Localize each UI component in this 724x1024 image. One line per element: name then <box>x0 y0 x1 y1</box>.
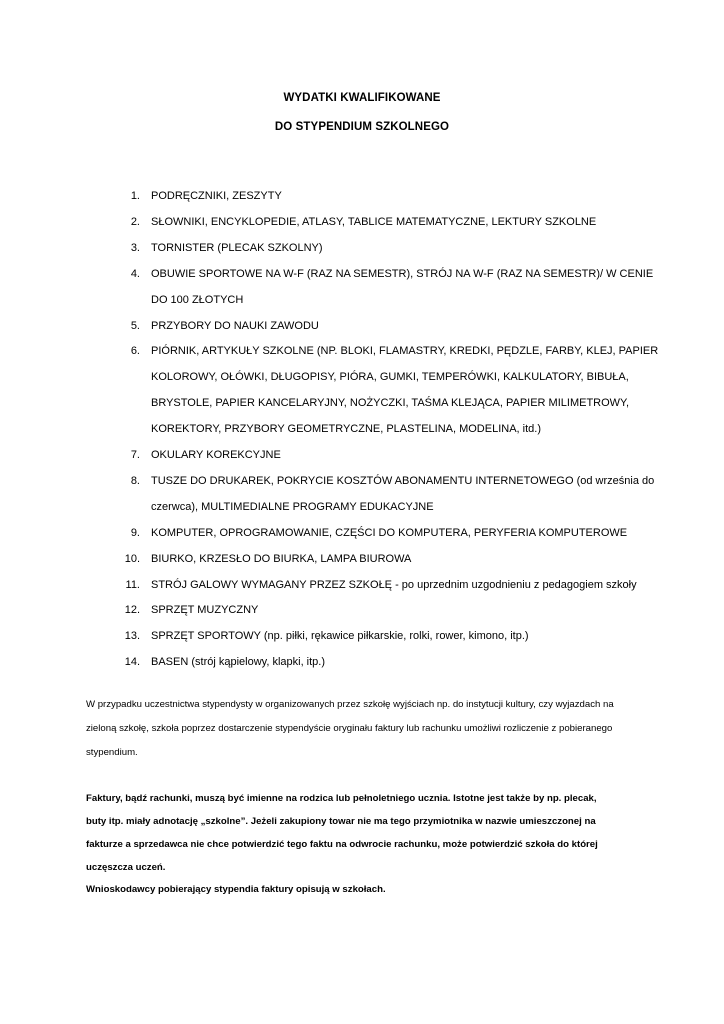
paragraph-line: fakturze a sprzedawca nie chce potwierdzić tego faktu na odwrocie rachunku, może potwierdzić szkoła do której <box>86 839 598 850</box>
list-item <box>0 623 724 649</box>
list-item-number: 5. <box>130 319 140 332</box>
list-item-text: BIURKO, KRZESŁO DO BIURKA, LAMPA BIUROWA <box>151 552 412 565</box>
list-item <box>0 209 724 235</box>
list-item-number: 8. <box>130 474 140 487</box>
list-item <box>0 261 724 287</box>
list-item-number: 7. <box>130 449 140 461</box>
paragraph-line: uczęszcza uczeń. <box>86 862 166 873</box>
list-item <box>0 442 724 468</box>
list-item-number: 14. <box>124 656 140 669</box>
list-item-text: SPRZĘT SPORTOWY (np. piłki, rękawice piłkarskie, rolki, rower, kimono, itp.) <box>151 630 529 643</box>
list-item-continuation <box>0 364 724 390</box>
list-item <box>0 649 724 675</box>
list-item-text: SPRZĘT MUZYCZNY <box>151 604 259 617</box>
list-item-number: 2. <box>130 215 140 228</box>
list-item-number: 12. <box>124 604 140 617</box>
list-item-text: SŁOWNIKI, ENCYKLOPEDIE, ATLASY, TABLICE MATEMATYCZNE, LEKTURY SZKOLNE <box>151 215 597 228</box>
list-item <box>0 183 724 209</box>
paragraph-line: zieloną szkołę, szkoła poprzez dostarczenie stypendyście oryginału faktury lub rachunku umożliwi rozliczenie z pobieranego <box>86 723 613 734</box>
list-item-continuation <box>0 287 724 313</box>
list-item-number: 9. <box>130 526 140 539</box>
list-item-text: BASEN (strój kąpielowy, klapki, itp.) <box>151 656 326 669</box>
list-item-text: PIÓRNIK, ARTYKUŁY SZKOLNE (NP. BLOKI, FLAMASTRY, KREDKI, PĘDZLE, FARBY, KLEJ, PAPIER <box>151 345 659 358</box>
list-item-text: TUSZE DO DRUKAREK, POKRYCIE KOSZTÓW ABONAMENTU INTERNETOWEGO (od września do <box>151 474 655 487</box>
list-item-text: OKULARY KOREKCYJNE <box>151 449 281 461</box>
list-item-continuation <box>0 390 724 416</box>
list-item-number: 4. <box>130 267 140 280</box>
paragraph-line: W przypadku uczestnictwa stypendysty w organizowanych przez szkołę wyjściach np. do instytucji kultury, czy wyjazdach na <box>86 699 614 710</box>
list-item-text: KOLOROWY, OŁÓWKI, DŁUGOPISY, PIÓRA, GUMKI, TEMPERÓWKI, KALKULATORY, BIBUŁA, <box>151 371 629 384</box>
list-item-continuation <box>0 416 724 442</box>
list-item-text: PRZYBORY DO NAUKI ZAWODU <box>151 319 319 332</box>
list-item <box>0 546 724 572</box>
list-item <box>0 338 724 364</box>
list-item-text: OBUWIE SPORTOWE NA W-F (RAZ NA SEMESTR), STRÓJ NA W-F (RAZ NA SEMESTR)/ W CENIE <box>151 267 654 280</box>
paragraph-line: buty itp. miały adnotację „szkolne”. Jeżeli zakupiony towar nie ma tego przymiotnika w nazwie umieszczonej na <box>86 816 596 827</box>
list-item-text: TORNISTER (PLECAK SZKOLNY) <box>151 241 323 254</box>
document-title-line-2: DO STYPENDIUM SZKOLNEGO <box>274 121 450 133</box>
document-title-line-1: WYDATKI KWALIFIKOWANE <box>283 92 441 104</box>
paragraph-line: stypendium. <box>86 747 138 758</box>
list-item-number: 13. <box>124 630 140 643</box>
list-item <box>0 468 724 494</box>
list-item-text: czerwca), MULTIMEDIALNE PROGRAMY EDUKACYJNE <box>151 500 434 513</box>
paragraph-line: Wnioskodawcy pobierający stypendia faktury opisują w szkołach. <box>86 884 386 895</box>
list-item <box>0 572 724 598</box>
list-item-text: DO 100 ZŁOTYCH <box>151 293 244 306</box>
list-item-text: KOREKTORY, PRZYBORY GEOMETRYCZNE, PLASTELINA, MODELINA, itd.) <box>151 423 541 436</box>
list-item-number: 1. <box>130 190 140 202</box>
list-item <box>0 597 724 623</box>
list-item <box>0 520 724 546</box>
list-item-number: 3. <box>130 241 140 254</box>
list-item-text: BRYSTOLE, PAPIER KANCELARYJNY, NOŻYCZKI, TAŚMA KLEJĄCA, PAPIER MILIMETROWY, <box>151 397 630 410</box>
list-item <box>0 313 724 339</box>
list-item-continuation <box>0 494 724 520</box>
list-item-number: 10. <box>124 552 140 565</box>
list-item-text: PODRĘCZNIKI, ZESZYTY <box>151 190 282 202</box>
list-item-number: 11. <box>125 578 140 591</box>
list-item-number: 6. <box>130 345 140 358</box>
list-item-text: KOMPUTER, OPROGRAMOWANIE, CZĘŚCI DO KOMPUTERA, PERYFERIA KOMPUTEROWE <box>151 526 628 539</box>
list-item-text: STRÓJ GALOWY WYMAGANY PRZEZ SZKOŁĘ - po uprzednim uzgodnieniu z pedagogiem szkoły <box>151 578 637 591</box>
list-item <box>0 235 724 261</box>
paragraph-line: Faktury, bądź rachunki, muszą być imienne na rodzica lub pełnoletniego ucznia. Istotne jest także by np. plecak, <box>86 793 597 804</box>
